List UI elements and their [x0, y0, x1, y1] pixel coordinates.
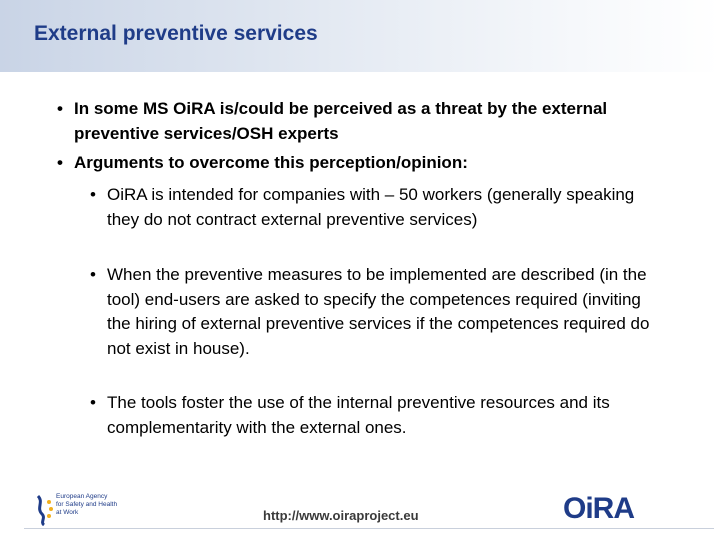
- bullet-text: When the preventive measures to be implemented are described (in the tool) end-users are asked to specify the competences required (inviting the hiring of external preventive services if the competences required do not exist in house).: [107, 265, 650, 358]
- bullet-text: OiRA is intended for companies with – 50 workers (generally speaking they do not contract external preventive services): [107, 185, 635, 229]
- oira-logo: OiRA: [563, 492, 634, 525]
- slide-title: External preventive services: [34, 22, 318, 45]
- bullet-text: In some MS OiRA is/could be perceived as a threat by the external preventive services/OSH experts: [74, 99, 608, 143]
- footer-url-link[interactable]: http://www.oiraproject.eu: [263, 508, 419, 523]
- sub-bullet-item: [90, 391, 667, 440]
- bullet-dot: •: [90, 185, 96, 204]
- sub-bullet-item: [90, 263, 667, 361]
- bullet-text: The tools foster the use of the internal preventive resources and its complementarity with the external ones.: [107, 393, 610, 437]
- bullet-dot: •: [90, 393, 96, 412]
- bullet-dot: •: [57, 99, 63, 118]
- eu-agency-line: for Safety and Health: [56, 501, 118, 508]
- eu-agency-line: European Agency: [56, 493, 108, 500]
- eu-agency-line: at Work: [56, 509, 79, 516]
- bullet-text: Arguments to overcome this perception/opinion:: [74, 153, 468, 172]
- bullet-item: [57, 97, 674, 146]
- eu-agency-name: [56, 493, 126, 517]
- bullet-item: [57, 151, 674, 176]
- bullet-dot: •: [57, 153, 63, 172]
- footer-divider: [24, 528, 714, 529]
- sub-bullet-item: [90, 183, 667, 232]
- bullet-dot: •: [90, 265, 96, 284]
